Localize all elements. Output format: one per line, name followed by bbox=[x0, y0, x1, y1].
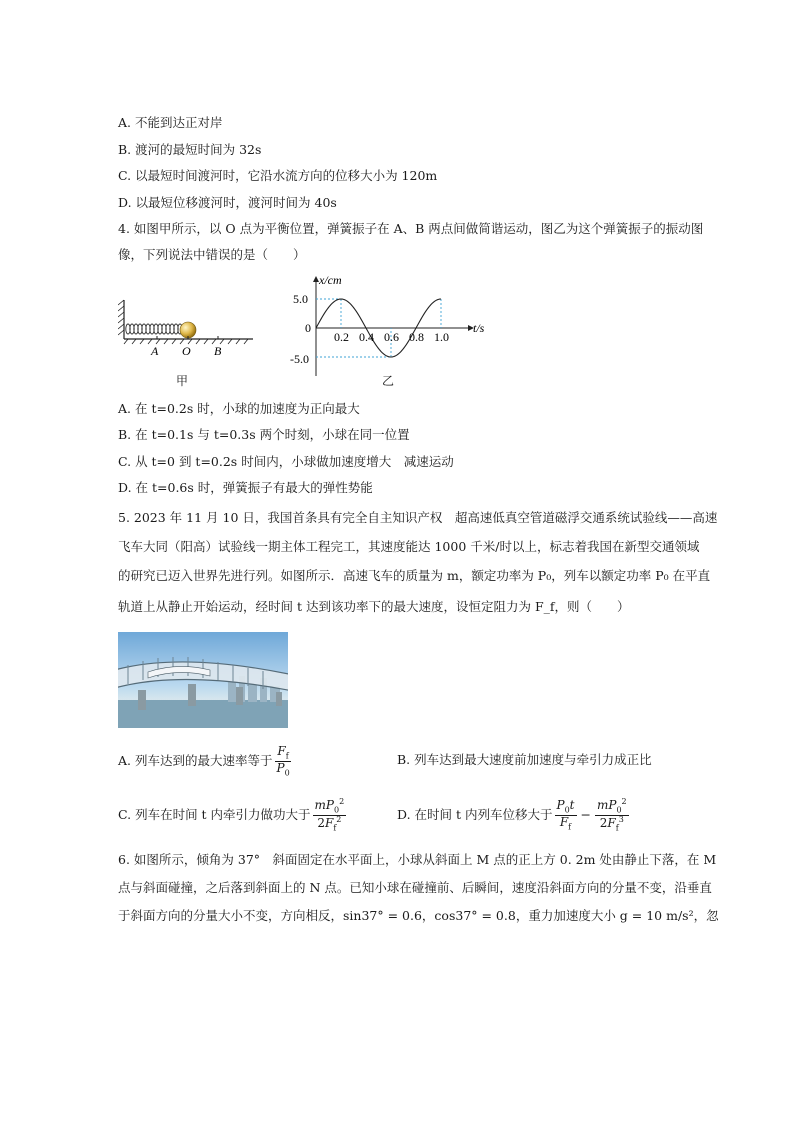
formula-mp0sq-over-2ffsq: $\frac{mP_0^2}{2F_f^2}$ bbox=[314, 796, 345, 833]
x-tick-labels bbox=[334, 330, 449, 344]
spring-coils bbox=[126, 324, 182, 334]
q3-option-d: D. 以最短位移渡河时，渡河时间为 40s bbox=[118, 195, 337, 210]
q5-stem-line4: 轨道上从静止开始运动，经时间 t 达到该功率下的最大速度，设恒定阻力为 F_f，则（ ） bbox=[118, 599, 630, 614]
y-tick-neg: -5.0 bbox=[290, 352, 309, 366]
oscillator-ball bbox=[180, 322, 196, 338]
q5-option-a-text: A. 列车达到的最大速率等于 bbox=[118, 753, 273, 768]
q4-option-b: B. 在 t=0.1s 与 t=0.3s 两个时刻，小球在同一位置 bbox=[118, 427, 410, 442]
x-tick-label: 0.8 bbox=[409, 330, 424, 344]
q5-option-a bbox=[118, 744, 294, 778]
y-tick-pos: 5.0 bbox=[293, 292, 308, 306]
q5-option-c-text: C. 列车在时间 t 内牵引力做功大于 bbox=[118, 807, 311, 822]
q5-stem-line3: 的研究已迈入世界先进行列。如图所示．高速飞车的质量为 m，额定功率为 P₀，列车以额定功率 P₀ 在平直 bbox=[118, 568, 711, 583]
q5-stem-line2: 飞车大同（阳高）试验线一期主体工程完工，其速度能达 1000 千米/时以上，标志着我国在新型交通领域 bbox=[118, 539, 700, 554]
formula-mp0sq-over-2ffcube: $\frac{mP_0^2}{2F_f^3}$ bbox=[596, 796, 627, 833]
x-tick-label: 0.6 bbox=[384, 330, 399, 344]
wall-hatching bbox=[118, 300, 124, 335]
q3-option-c: C. 以最短时间渡河时，它沿水流方向的位移大小为 120m bbox=[118, 168, 438, 183]
q6-stem-line1: 6. 如图所示，倾角为 37° 斜面固定在水平面上，小球从斜面上 M 点的正上方 0. 2m 处由静止下落，在 M bbox=[118, 852, 717, 867]
q5-option-d: D. 在时间 t 内列车位移大于 $\frac{P_0t}{F_f}$ − $\frac{mP_0^2}{2F_f^3}$ bbox=[397, 796, 627, 833]
label-point-a: A bbox=[151, 344, 159, 358]
q5-option-b: B. 列车达到最大速度前加速度与牵引力成正比 bbox=[397, 752, 652, 767]
q3-option-b: B. 渡河的最短时间为 32s bbox=[118, 142, 262, 157]
figure-jia-spring-oscillator bbox=[118, 295, 258, 360]
q4-option-c: C. 从 t=0 到 t=0.2s 时间内，小球做加速度增大 减速运动 bbox=[118, 454, 454, 469]
y-axis-label: x/cm bbox=[319, 273, 342, 287]
x-tick-label: 0.4 bbox=[359, 330, 374, 344]
origin-label: 0 bbox=[305, 321, 311, 335]
q5-option-d-text: D. 在时间 t 内列车位移大于 bbox=[397, 807, 553, 822]
q6-stem-line3: 于斜面方向的分量大小不变，方向相反，sin37° = 0.6，cos37° = 0.8，重力加速度大小 g = 10 m/s²，忽 bbox=[118, 908, 719, 923]
figure-yi-label: 乙 bbox=[382, 374, 395, 388]
maglev-illustration bbox=[118, 632, 288, 728]
q5-option-c bbox=[118, 796, 348, 834]
label-point-o: O bbox=[182, 344, 191, 358]
q4-stem-line1: 4. 如图甲所示，以 O 点为平衡位置，弹簧振子在 A、B 两点间做简谐运动，图乙为这个弹簧振子的振动图 bbox=[118, 221, 704, 236]
q4-option-a: A. 在 t=0.2s 时，小球的加速度为正向最大 bbox=[118, 401, 360, 416]
q3-option-a: A. 不能到达正对岸 bbox=[118, 115, 223, 130]
figure-jia-label: 甲 bbox=[176, 374, 189, 388]
x-tick-label: 1.0 bbox=[434, 330, 449, 344]
formula-p0t-over-ff: $\frac{P_0t}{F_f}$ bbox=[556, 797, 575, 832]
q5-stem-line1: 5. 2023 年 11 月 10 日，我国首条具有完全自主知识产权 超高速低真空管道磁浮交通系统试验线——高速 bbox=[118, 510, 718, 525]
x-axis-label: t/s bbox=[473, 321, 485, 335]
formula-ff-over-p0: $\frac{F_f}{P_0}$ bbox=[276, 743, 290, 778]
q4-stem-line2: 像，下列说法中错误的是（ ） bbox=[118, 247, 306, 262]
label-point-b: B bbox=[214, 344, 222, 358]
q6-stem-line2: 点与斜面碰撞，之后落到斜面上的 N 点。已知小球在碰撞前、后瞬间，速度沿斜面方向的分量不变，沿垂直 bbox=[118, 880, 712, 895]
figure-yi-vibration-graph bbox=[285, 272, 500, 382]
x-tick-label: 0.2 bbox=[334, 330, 349, 344]
maglev-photo bbox=[118, 632, 288, 728]
q4-option-d: D. 在 t=0.6s 时，弹簧振子有最大的弹性势能 bbox=[118, 480, 373, 495]
